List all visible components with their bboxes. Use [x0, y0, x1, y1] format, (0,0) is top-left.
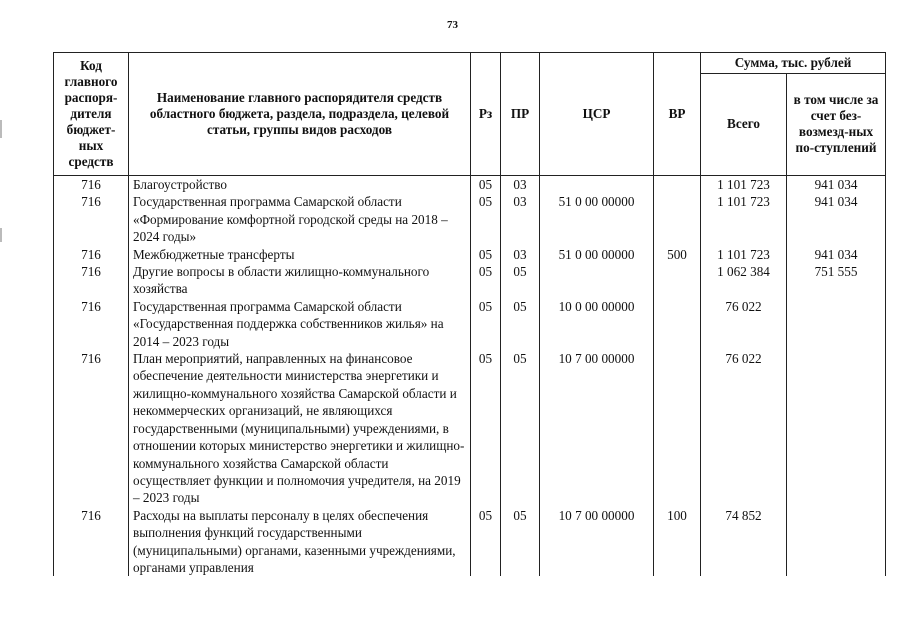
page-number: 73 [447, 19, 458, 31]
cell-total: 1 101 723 [701, 246, 787, 263]
cell-pr: 05 [501, 263, 540, 298]
cell-pr: 03 [501, 193, 540, 245]
cell-gratuitous: 941 034 [787, 246, 886, 263]
cell-csr: 10 7 00 00000 [540, 507, 654, 577]
cell-code: 716 [54, 350, 129, 507]
cell-vr [654, 193, 701, 245]
cell-name: План мероприятий, направленных на финансовое обеспечение деятельности министерства энергетики и жилищно-коммунального хозяйства Самарской области и некоммерческих организаций, не являющихся государственными (муниципальными) учреждениями, в отношении которых министерство энергетики и жилищно-коммунального хозяйства Самарской области осуществляет функции и полномочия учредителя, на 2019 – 2023 годы [129, 350, 471, 507]
cell-total: 1 101 723 [701, 176, 787, 194]
header-vr: ВР [654, 53, 701, 176]
cell-rz: 05 [471, 176, 501, 194]
cell-gratuitous: 751 555 [787, 263, 886, 298]
cell-rz: 05 [471, 246, 501, 263]
cell-total: 1 101 723 [701, 193, 787, 245]
table-row [54, 193, 886, 245]
cell-pr: 05 [501, 507, 540, 577]
cell-code: 716 [54, 176, 129, 194]
cell-name: Расходы на выплаты персоналу в целях обеспечения выполнения функций государственными (муниципальными) органами, казенными учреждениями, органами управления [129, 507, 471, 577]
table-row [54, 507, 886, 577]
header-code: Код главного распоря-дителя бюджет-ных средств [54, 53, 129, 176]
header-rz: Рз [471, 53, 501, 176]
scan-edge-mark [0, 228, 2, 242]
cell-rz: 05 [471, 507, 501, 577]
cell-total: 1 062 384 [701, 263, 787, 298]
cell-pr: 05 [501, 298, 540, 350]
budget-table [53, 52, 886, 576]
cell-code: 716 [54, 263, 129, 298]
cell-vr [654, 176, 701, 194]
cell-vr [654, 263, 701, 298]
table-body [54, 176, 886, 577]
table-row [54, 176, 886, 194]
cell-name: Благоустройство [129, 176, 471, 194]
header-gratuitous: в том числе за счет без-возмезд-ных по-ступлений [787, 73, 886, 176]
table-header [54, 53, 886, 176]
cell-gratuitous: 941 034 [787, 193, 886, 245]
cell-total: 76 022 [701, 298, 787, 350]
cell-rz: 05 [471, 263, 501, 298]
cell-vr [654, 298, 701, 350]
cell-csr: 10 0 00 00000 [540, 298, 654, 350]
cell-total: 74 852 [701, 507, 787, 577]
cell-gratuitous [787, 298, 886, 350]
cell-name: Государственная программа Самарской области «Формирование комфортной городской среды на 2018 – 2024 годы» [129, 193, 471, 245]
header-name: Наименование главного распорядителя средств областного бюджета, раздела, подраздела, целевой статьи, группы видов расходов [129, 53, 471, 176]
table-row [54, 298, 886, 350]
cell-total: 76 022 [701, 350, 787, 507]
cell-rz: 05 [471, 193, 501, 245]
cell-name: Межбюджетные трансферты [129, 246, 471, 263]
table-row [54, 263, 886, 298]
cell-name: Другие вопросы в области жилищно-коммунального хозяйства [129, 263, 471, 298]
cell-rz: 05 [471, 350, 501, 507]
cell-csr [540, 263, 654, 298]
cell-gratuitous [787, 350, 886, 507]
header-csr: ЦСР [540, 53, 654, 176]
cell-rz: 05 [471, 298, 501, 350]
cell-code: 716 [54, 507, 129, 577]
cell-vr: 100 [654, 507, 701, 577]
scan-edge-mark [0, 120, 2, 138]
cell-pr: 03 [501, 246, 540, 263]
cell-code: 716 [54, 193, 129, 245]
cell-name: Государственная программа Самарской области «Государственная поддержка собственников жилья» на 2014 – 2023 годы [129, 298, 471, 350]
cell-pr: 05 [501, 350, 540, 507]
table-row [54, 350, 886, 507]
header-total: Всего [701, 73, 787, 176]
cell-csr [540, 176, 654, 194]
cell-vr: 500 [654, 246, 701, 263]
cell-code: 716 [54, 246, 129, 263]
cell-pr: 03 [501, 176, 540, 194]
cell-vr [654, 350, 701, 507]
header-pr: ПР [501, 53, 540, 176]
cell-csr: 10 7 00 00000 [540, 350, 654, 507]
cell-csr: 51 0 00 00000 [540, 246, 654, 263]
header-sum-group: Сумма, тыс. рублей [701, 53, 886, 74]
table-row [54, 246, 886, 263]
cell-csr: 51 0 00 00000 [540, 193, 654, 245]
cell-gratuitous [787, 507, 886, 577]
cell-code: 716 [54, 298, 129, 350]
cell-gratuitous: 941 034 [787, 176, 886, 194]
